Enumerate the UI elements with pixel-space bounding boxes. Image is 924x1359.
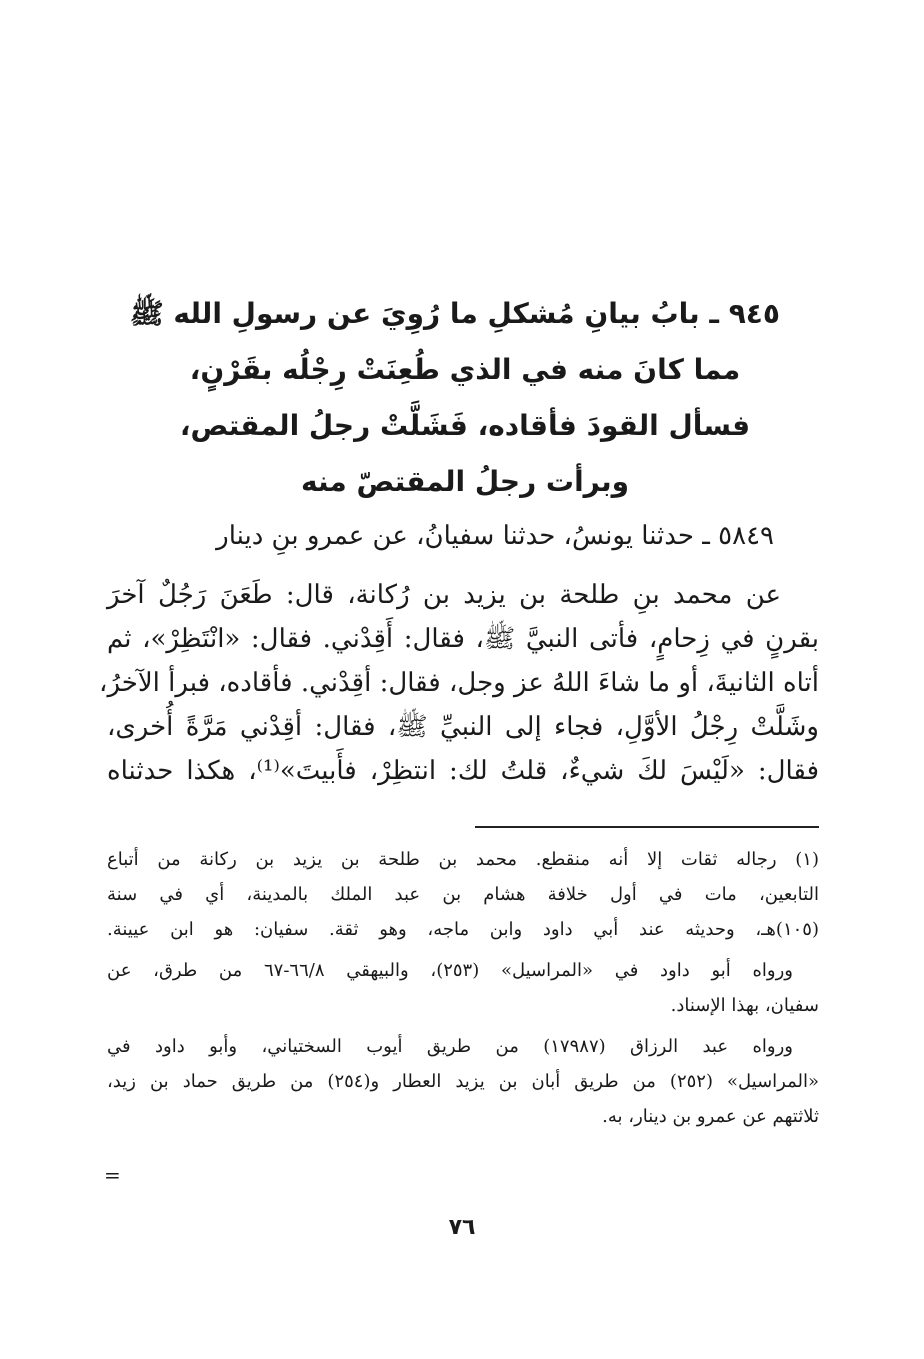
page-number: ٧٦ (448, 1215, 476, 1240)
footnote-line: التابعين، مات في أول خلافة هشام بن عبد الملك بالمدينة، أي في سنة (107, 884, 819, 905)
footnote-line: ورواه عبد الرزاق (١٧٩٨٧) من طريق أيوب السختياني، وأبو داود في (107, 1036, 793, 1057)
footnote-paragraph-1 (107, 842, 819, 947)
footnote-line: (١) رجاله ثقات إلا أنه منقطع. محمد بن طلحة بن يزيد بن ركانة من أتباع (107, 849, 819, 870)
footnote-paragraph-3 (107, 1029, 819, 1134)
hadith-isnad-line: ٥٨٤٩ ـ حدثنا يونسُ، حدثنا سفيانُ، عن عمرو بنِ دينار (216, 521, 774, 551)
chapter-heading-line-1: ٩٤٥ ـ بابُ بيانِ مُشكلِ ما رُوِيَ عن رسولِ الله ﷺ (129, 297, 780, 330)
hadith-text-line-3: أتاه الثانيةَ، أو ما شاءَ اللهُ عز وجل، فقال: أقِدْني. فأقاده، فبرأ الآخرُ، (99, 668, 819, 698)
footnote-divider (475, 826, 819, 828)
footnote-paragraph-2 (107, 953, 819, 1023)
hadith-text (99, 573, 819, 793)
footnote-line: ثلاثتهم عن عمرو بن دينار، به. (602, 1106, 819, 1127)
footnote-line: ورواه أبو داود في «المراسيل» (٢٥٣)، والبيهقي ٦٦/٨-٦٧ من طرق، عن (107, 960, 793, 981)
hadith-text-line-5: فقال: «لَيْسَ لكَ شيءٌ، قلتُ لك: انتظِرْ، فأَبيتَ»⁽¹⁾، هكذا حدثناه (107, 756, 819, 786)
chapter-heading-line-4: وبرأت رجلُ المقتصّ منه (300, 465, 629, 498)
footnote-line: (١٠٥)هـ، وحديثه عند أبي داود وابن ماجه، وهو ثقة. سفيان: هو ابن عيينة. (107, 919, 819, 940)
footnote-line: سفيان، بهذا الإسناد. (670, 995, 819, 1016)
chapter-heading-line-2: مما كانَ منه في الذي طُعِنَتْ رِجْلُه بقَرْنٍ، (189, 353, 741, 386)
hadith-text-line-1: عن محمد بنِ طلحة بن يزيد بن رُكانة، قال: طَعَنَ رَجُلٌ آخرَ (107, 580, 781, 610)
hadith-text-line-4: وشَلَّتْ رِجْلُ الأوَّلِ، فجاء إلى النبيِّ ﷺ، فقال: أقِدْني مَرَّةً أُخرى، (107, 712, 819, 742)
footnotes (107, 842, 819, 1140)
footnote-line: «المراسيل» (٢٥٢) من طريق أبان بن يزيد العطار و(٢٥٤) من طريق حماد بن زيد، (107, 1071, 819, 1092)
chapter-heading-line-3: فسأل القودَ فأقاده، فَشَلَّتْ رجلُ المقتص، (179, 409, 751, 442)
continuation-mark: = (104, 1163, 121, 1187)
hadith-text-line-2: بقرنٍ في زِحامٍ، فأتى النبيَّ ﷺ، فقال: أَقِدْني. فقال: «انْتَظِرْ»، ثم (107, 624, 819, 654)
chapter-heading (129, 286, 780, 510)
